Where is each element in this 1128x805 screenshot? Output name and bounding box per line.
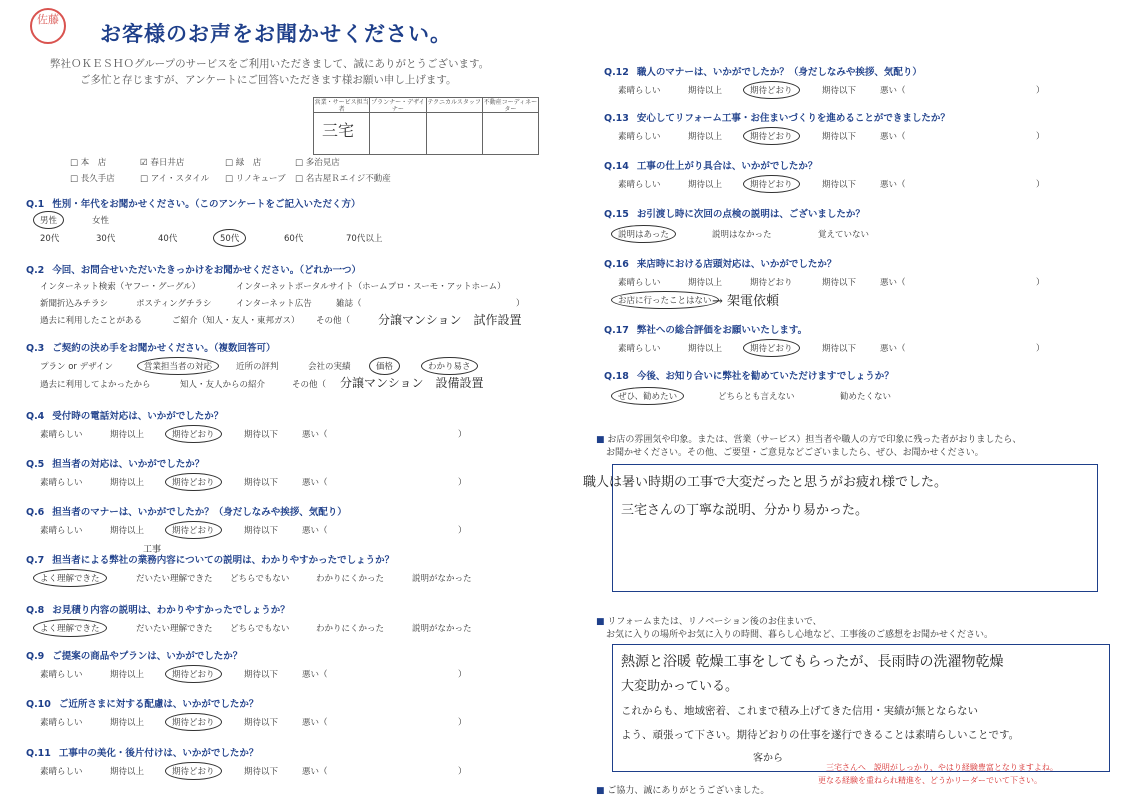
question-text: 弊社への総合評価をお願いいたします。 — [636, 325, 808, 336]
option[interactable]: 悪い（ — [880, 344, 906, 354]
question-3 — [26, 340, 276, 354]
option[interactable]: 期待以下 — [244, 670, 279, 680]
option[interactable]: 悪い（ — [302, 718, 328, 728]
question-number: Q.12 — [604, 67, 629, 78]
staff-header: テクニカルスタッフ — [427, 98, 482, 113]
question-13 — [604, 110, 950, 124]
option[interactable]: 素晴らしい — [618, 132, 661, 142]
question-number: Q.11 — [26, 748, 51, 759]
option-selected[interactable]: 期待どおり — [165, 665, 222, 683]
option-selected[interactable]: 期待どおり — [165, 521, 222, 539]
option-close: ） — [458, 670, 467, 680]
question-number: Q.10 — [26, 699, 51, 710]
option[interactable]: 期待以下 — [244, 526, 279, 536]
red-note-line1: 三宅さんへ 説明がしっかり、やはり経験豊富となりますよね。 — [826, 763, 1058, 772]
option[interactable]: 悪い（ — [302, 670, 328, 680]
question-text: ご契約の決め手をお聞かせください。（複数回答可） — [52, 343, 276, 354]
option[interactable]: 期待どおり — [750, 278, 793, 288]
option[interactable]: 雑誌（ — [336, 299, 362, 309]
question-text: 担当者の対応は、いかがでしたか？ — [52, 459, 205, 470]
question-number: Q.14 — [604, 161, 629, 172]
store-checkbox[interactable]: ☑ 春日井店 — [140, 156, 225, 168]
option[interactable]: 勧めたくない — [840, 392, 892, 402]
option-close: ） — [516, 299, 525, 309]
option[interactable]: どちらでもない — [230, 624, 290, 634]
question-text: 工事の仕上がり具合は、いかがでしたか？ — [636, 161, 818, 172]
option-selected[interactable]: 期待どおり — [743, 127, 800, 145]
option[interactable]: 期待以下 — [244, 718, 279, 728]
option-selected[interactable]: 期待どおり — [743, 175, 800, 193]
question-text: ご近所さまに対する配慮は、いかがでしたか？ — [58, 699, 259, 710]
option-selected[interactable]: よく理解できた — [33, 569, 107, 587]
question-text: 来店時における店頭対応は、いかがでしたか？ — [636, 259, 837, 270]
intro-line-2: ご多忙と存じますが、アンケートにご回答いただきます様お願い申し上げます。 — [80, 74, 457, 86]
comment1-heading-line2: お聞かせください。その他、ご要望・ご意見などございましたら、ぜひ、お聞かせください。 — [606, 448, 984, 458]
question-6 — [26, 504, 347, 518]
question-text: 性別・年代をお聞かせください。（このアンケートをご記入いただく方） — [52, 199, 361, 210]
store-checkbox[interactable]: □ 長久手店 — [70, 172, 140, 184]
option[interactable]: 期待以上 — [688, 86, 723, 96]
question-number: Q.5 — [26, 459, 45, 470]
option[interactable]: 期待以下 — [244, 478, 279, 488]
question-number: Q.6 — [26, 507, 45, 518]
option[interactable]: 期待以上 — [110, 718, 145, 728]
option[interactable]: だいたい理解できた — [136, 574, 213, 584]
comment1-handwriting-1: 職人は暑い時期の工事で大変だったと思うがお疲れ様でした。 — [583, 475, 948, 490]
staff-cell-planner — [370, 98, 426, 154]
option[interactable]: 素晴らしい — [618, 344, 661, 354]
store-checkbox[interactable]: □ リノキューブ — [225, 172, 295, 184]
question-number: Q.1 — [26, 199, 45, 210]
question-text: ご提案の商品やプランは、いかがでしたか？ — [52, 651, 243, 662]
option-close: ） — [1036, 132, 1045, 142]
option[interactable]: 期待以上 — [688, 180, 723, 190]
option-close: ） — [458, 478, 467, 488]
question-text: 担当者による弊社の業務内容についての説明は、わかりやすかったでしょうか？ — [52, 555, 395, 566]
option[interactable]: 悪い（ — [302, 767, 328, 777]
option[interactable]: 30代 — [96, 234, 116, 244]
comment2-handwriting-3: これからも、地域密着、これまで積み上げてきた信用・実績が無とならない — [621, 705, 978, 717]
option[interactable]: 期待以下 — [822, 86, 857, 96]
question-2 — [26, 262, 361, 276]
option[interactable]: 過去に利用してよかったから — [40, 380, 151, 390]
question-number: Q.17 — [604, 325, 629, 336]
comment1-heading-line1: お店の雰囲気や印象。または、営業（サービス）担当者や職人の方で印象に残った者がおりましたら、 — [607, 435, 1022, 445]
option[interactable]: だいたい理解できた — [136, 624, 213, 634]
comment2-handwriting-4: よう、頑張って下さい。期待どおりの仕事を遂行できることは素晴らしいことです。 — [621, 729, 1020, 741]
option[interactable]: 期待以下 — [244, 430, 279, 440]
comment2-handwriting-1: 熱源と浴暖 乾燥工事をしてもらったが、長雨時の洗濯物乾燥 — [621, 654, 1004, 670]
staff-header: 営業・サービス担当者 — [314, 99, 369, 113]
option-close: ） — [458, 767, 467, 777]
option[interactable]: 60代 — [284, 234, 304, 244]
comment1-box[interactable] — [583, 464, 1098, 592]
question-17 — [604, 322, 807, 336]
handwritten-other: 分譲マンション 設備設置 — [340, 376, 484, 390]
option-close: ） — [458, 718, 467, 728]
question-10 — [26, 696, 258, 710]
staff-value: 三宅 — [322, 121, 355, 140]
option[interactable]: 新聞折込みチラシ — [40, 299, 109, 309]
question-15 — [604, 206, 865, 220]
question-text: 安心してリフォーム工事・お住まいづくりを進めることができましたか？ — [636, 113, 950, 124]
option-selected[interactable]: 期待どおり — [743, 339, 800, 357]
option-close: ） — [1036, 180, 1045, 190]
option[interactable]: 期待以上 — [110, 670, 145, 680]
option[interactable]: インターネット検索（ヤフー・グーグル） — [40, 282, 201, 292]
seal-stamp-icon: 佐藤 — [30, 8, 66, 44]
option[interactable]: 説明がなかった — [412, 624, 472, 634]
intro-text — [50, 56, 489, 88]
thanks-text: ■ ご協力、誠にありがとうございました。 — [596, 783, 769, 796]
option[interactable]: 素晴らしい — [40, 526, 83, 536]
staff-cell-realestate — [483, 98, 538, 154]
option[interactable]: インターネットポータルサイト（ホームプロ・スーモ・アットホーム） — [236, 282, 506, 292]
comment2-heading-line2: お気に入りの場所やお気に入りの時間、暮らし心地など、工事後のご感想をお聞かせください。 — [606, 630, 994, 640]
option[interactable]: 素晴らしい — [618, 86, 661, 96]
option[interactable]: 期待以下 — [822, 344, 857, 354]
question-text: 担当者のマナーは、いかがでしたか？（身だしなみや挨拶、気配り） — [52, 507, 347, 518]
question-number: Q.18 — [604, 371, 629, 382]
option[interactable]: 期待以上 — [110, 526, 145, 536]
option[interactable]: 期待以下 — [822, 278, 857, 288]
option[interactable]: 素晴らしい — [618, 278, 661, 288]
option[interactable]: 悪い（ — [302, 526, 328, 536]
option[interactable]: わかりにくかった — [316, 624, 385, 634]
question-5 — [26, 456, 204, 470]
comment1-handwriting-2: 三宅さんの丁寧な説明、分かり易かった。 — [621, 503, 869, 518]
question-number: Q.16 — [604, 259, 629, 270]
option[interactable]: 悪い（ — [880, 278, 906, 288]
option[interactable]: 覚えていない — [818, 230, 870, 240]
option[interactable]: 素晴らしい — [40, 767, 83, 777]
option-close: ） — [458, 430, 467, 440]
option[interactable]: 期待以下 — [822, 132, 857, 142]
option[interactable]: 悪い（ — [302, 430, 328, 440]
option[interactable]: 期待以下 — [244, 767, 279, 777]
staff-table — [313, 97, 539, 155]
option[interactable]: 期待以上 — [110, 430, 145, 440]
option[interactable]: ご紹介（知人・友人・東邦ガス） — [172, 316, 300, 326]
option[interactable]: 悪い（ — [880, 132, 906, 142]
comment2-handwriting-5: 客から — [753, 753, 783, 764]
store-checkbox[interactable]: □ 多治見店 — [295, 156, 405, 168]
option[interactable]: 素晴らしい — [40, 718, 83, 728]
option[interactable]: 70代以上 — [346, 234, 383, 244]
option-close: ） — [1036, 86, 1045, 96]
question-4 — [26, 408, 223, 422]
question-16 — [604, 256, 836, 270]
option[interactable]: 近所の評判 — [236, 362, 279, 372]
option-selected[interactable]: 価格 — [369, 357, 400, 375]
option-selected[interactable]: お店に行ったことはない — [611, 291, 719, 309]
question-8 — [26, 602, 290, 616]
handwritten-correction: 工事 — [143, 545, 162, 555]
option[interactable]: 期待以上 — [110, 478, 145, 488]
red-note-line2: 更なる経験を重ねられ精進を、どうかリーダーでいて下さい。 — [818, 776, 1042, 785]
option-close: ） — [458, 526, 467, 536]
comment2-box[interactable] — [612, 644, 1110, 772]
question-text: 今回、お問合せいただいたきっかけをお聞かせください。（どれか一つ） — [52, 265, 362, 276]
staff-header: プランナー・デザイナー — [371, 99, 425, 113]
question-11 — [26, 745, 258, 759]
option[interactable]: 説明がなかった — [412, 574, 472, 584]
option[interactable]: 女性 — [92, 216, 110, 226]
question-14 — [604, 158, 817, 172]
option[interactable]: 素晴らしい — [40, 478, 83, 488]
question-text: 工事中の美化・後片付けは、いかがでしたか？ — [58, 748, 259, 759]
option[interactable]: その他（ — [316, 316, 351, 326]
option-selected[interactable]: 50代 — [213, 229, 246, 247]
store-checkbox[interactable]: □ 名古屋Ｒエイジ不動産 — [295, 172, 405, 184]
question-number: Q.3 — [26, 343, 45, 354]
handwritten-q16-text: 架電依頼 — [727, 294, 780, 309]
option[interactable]: 素晴らしい — [40, 670, 83, 680]
question-number: Q.7 — [26, 555, 45, 566]
question-number: Q.15 — [604, 209, 629, 220]
option[interactable]: 過去に利用したことがある — [40, 316, 143, 326]
option[interactable]: わかりにくかった — [316, 574, 385, 584]
comment2-heading-line1: リフォームまたは、リノベーション後のお住まいで、 — [607, 617, 822, 627]
intro-line-1: 弊社ＯＫＥＳＨＯグループのサービスをご利用いただきまして、誠にありがとうございます。 — [50, 58, 490, 70]
question-number: Q.13 — [604, 113, 629, 124]
option[interactable]: 説明はなかった — [712, 230, 772, 240]
question-7 — [26, 552, 394, 566]
option[interactable]: インターネット広告 — [236, 299, 312, 309]
option-selected[interactable]: 期待どおり — [165, 713, 222, 731]
option[interactable]: 期待以上 — [688, 132, 723, 142]
option-selected[interactable]: 期待どおり — [743, 81, 800, 99]
option[interactable]: 会社の実績 — [308, 362, 351, 372]
handwritten-other: 分譲マンション 試作設置 — [378, 313, 522, 327]
comment1-heading — [596, 434, 1021, 460]
option[interactable]: 悪い（ — [880, 180, 906, 190]
option[interactable]: 期待以上 — [110, 767, 145, 777]
store-checkbox[interactable]: □ アイ・スタイル — [140, 172, 225, 184]
question-text: 職人のマナーは、いかがでしたか？（身だしなみや挨拶、気配り） — [636, 67, 922, 78]
option[interactable]: どちらとも言えない — [718, 392, 795, 402]
option[interactable]: 素晴らしい — [618, 180, 661, 190]
question-1 — [26, 196, 360, 210]
option[interactable]: ポスティングチラシ — [136, 299, 212, 309]
store-checkbox[interactable]: □ 本 店 — [70, 156, 140, 168]
staff-header: 不動産コーディネーター — [483, 99, 538, 113]
option-selected[interactable]: 男性 — [33, 211, 64, 229]
question-number: Q.4 — [26, 411, 45, 422]
option-selected[interactable]: 営業担当者の対応 — [137, 357, 219, 375]
page-title: お客様のお声をお聞かせください。 — [100, 22, 452, 46]
question-text: お見積り内容の説明は、わかりやすかったでしょうか？ — [52, 605, 290, 616]
option-selected[interactable]: 期待どおり — [165, 762, 222, 780]
question-number: Q.8 — [26, 605, 45, 616]
store-checkbox[interactable]: □ 緑 店 — [225, 156, 295, 168]
option[interactable]: 40代 — [158, 234, 178, 244]
option[interactable]: 20代 — [40, 234, 60, 244]
option-close: ） — [1036, 278, 1045, 288]
question-number: Q.9 — [26, 651, 45, 662]
option[interactable]: プラン or デザイン — [40, 362, 114, 372]
option-selected[interactable]: よく理解できた — [33, 619, 107, 637]
option[interactable]: 期待以上 — [688, 278, 723, 288]
option-selected[interactable]: わかり易さ — [421, 357, 478, 375]
option[interactable]: その他（ — [292, 380, 327, 390]
comment2-handwriting-2: 大変助かっている。 — [621, 679, 739, 694]
option-selected[interactable]: 期待どおり — [165, 425, 222, 443]
question-text: 受付時の電話対応は、いかがでしたか？ — [52, 411, 224, 422]
question-18 — [604, 368, 894, 382]
option-selected[interactable]: ぜひ、勧めたい — [611, 387, 684, 405]
option-selected[interactable]: 期待どおり — [165, 473, 222, 491]
staff-cell-technical — [427, 98, 483, 154]
option[interactable]: 悪い（ — [880, 86, 906, 96]
question-text: 今後、お知り合いに弊社を勧めていただけますでしょうか？ — [636, 371, 894, 382]
staff-cell-sales — [314, 98, 370, 154]
option[interactable]: 期待以下 — [822, 180, 857, 190]
option[interactable]: 知人・友人からの紹介 — [180, 380, 266, 390]
option[interactable]: どちらでもない — [230, 574, 290, 584]
question-number: Q.2 — [26, 265, 45, 276]
store-checklist — [70, 156, 410, 184]
comment2-heading — [596, 616, 993, 642]
question-text: お引渡し時に次回の点検の説明は、ございましたか？ — [636, 209, 865, 220]
question-9 — [26, 648, 242, 662]
handwritten-q16: → 架電依頼 — [712, 294, 780, 309]
option-selected[interactable]: 説明はあった — [611, 225, 676, 243]
option[interactable]: 素晴らしい — [40, 430, 83, 440]
question-12 — [604, 64, 922, 78]
option[interactable]: 悪い（ — [302, 478, 328, 488]
option[interactable]: 期待以上 — [688, 344, 723, 354]
option-close: ） — [1036, 344, 1045, 354]
